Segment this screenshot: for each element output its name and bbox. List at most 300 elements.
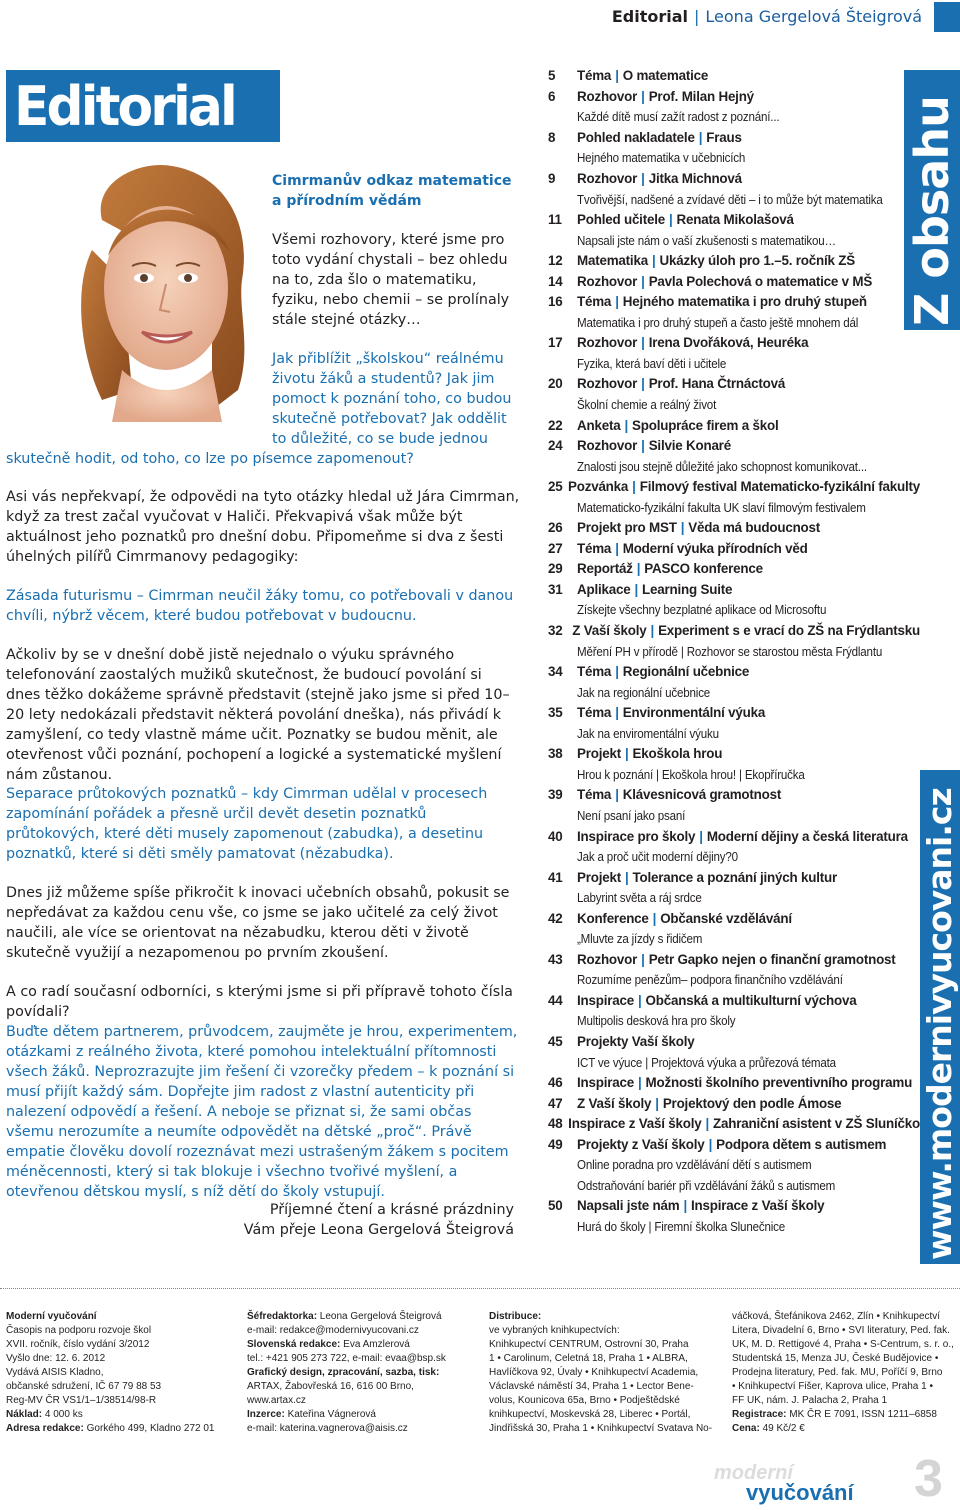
toc-section: Rozhovor [577, 273, 638, 289]
toc-label [577, 829, 908, 845]
footer-line [489, 1324, 717, 1338]
footer-line [6, 1366, 236, 1380]
toc-separator: | [641, 438, 645, 454]
toc-label [577, 746, 722, 762]
editorial-banner [6, 70, 280, 142]
footer-line-label: Registrace: [732, 1409, 787, 1420]
toc-label [577, 1075, 912, 1091]
toc-section: Inspirace [577, 1075, 634, 1091]
toc-subtitle-text: ICT ve výuce | Projektová výuka a průřezová témata [577, 1055, 836, 1070]
toc-page-number: 46 [548, 1075, 563, 1091]
header-author: Leona Gergelová Šteigrová [705, 7, 922, 26]
toc-separator: | [641, 335, 645, 351]
footer-line-text: občanské sdružení, IČ 67 79 88 53 [6, 1381, 162, 1392]
footer-line [732, 1394, 960, 1408]
toc-separator: | [625, 746, 629, 762]
footer-line-text: Litera, Divadelní 6, Brno • SVI literatury, Ped. fak. [732, 1325, 950, 1336]
toc-label [577, 130, 742, 146]
footer-line [732, 1310, 960, 1324]
toc-label [577, 1198, 824, 1214]
toc-subtitle-text: Fyzika, která baví děti i učitele [577, 356, 727, 371]
header-section: Editorial [611, 7, 689, 26]
brand-logo-bottom: vyučování [746, 1480, 854, 1505]
brand-logo [712, 1462, 872, 1508]
brand-logo-top: moderní [714, 1462, 793, 1484]
toc-separator: | [615, 787, 619, 803]
toc-separator: | [655, 1095, 659, 1111]
toc-page-number: 45 [548, 1033, 563, 1049]
toc-section: Anketa [577, 417, 621, 433]
toc-label [568, 1116, 920, 1132]
toc-label [577, 787, 781, 803]
footer-line-text: UK, M. D. Rettigové 4, Praha • S-Centrum, s. r. o., [732, 1339, 954, 1350]
toc-item[interactable] [548, 436, 920, 457]
toc-section: Téma [577, 705, 612, 721]
toc-separator: | [641, 171, 645, 186]
toc-title: O matematice [622, 68, 709, 84]
toc-page-number: 14 [548, 273, 563, 289]
footer-column-distribution-cont [732, 1310, 960, 1436]
toc-page-number: 44 [548, 992, 563, 1008]
toc-title: Spolupráce firem a škol [632, 417, 779, 433]
toc-title: Filmový festival Matematicko-fyzikální fakulty [639, 479, 920, 495]
footer-line [732, 1352, 960, 1366]
toc-item[interactable] [548, 1114, 920, 1135]
toc-title: Experiment s e vrací do ZŠ na Frýdlantsku [658, 623, 920, 639]
toc-item[interactable] [548, 744, 920, 765]
toc-label [572, 623, 920, 639]
footer-line [732, 1366, 960, 1380]
toc-item[interactable] [548, 580, 920, 601]
toc-item[interactable] [548, 950, 920, 971]
footer-line-text: Reg-MV ČR VS1/1–1/38514/98-R [6, 1395, 157, 1406]
toc-section: Téma [577, 787, 612, 803]
toc-title: Tolerance a poznání jiných kultur [632, 869, 838, 885]
footer-line-text: Studentská 15, Menza JU, České Budějovice • [732, 1353, 939, 1364]
editorial-questions: Jak přiblížit „školskou“ reálnému životu žáků a studentů? Jak jim pomoct k poznání toho, co budou skutečně potřebovat? Jak oddělit to důležité, co se bude jednou [272, 351, 512, 447]
toc-title: Podpora dětem s autismem [716, 1136, 887, 1152]
toc-separator: | [680, 520, 685, 536]
toc-separator: | [698, 129, 703, 145]
editorial-intro: Všemi rozhovory, které jsme pro toto vydání chystali – bez ohledu na to, zda šlo o matematiku, fyziku, nebo chemii – se prolínaly stále stejné otázky… [272, 232, 510, 328]
toc-subtitle [548, 929, 920, 950]
editorial-subtitle: Cimrmanův odkaz matematice a přírodním vědám [272, 173, 512, 209]
toc-separator: | [638, 1075, 642, 1091]
toc-subtitle-text: Tvořivější, nadšené a zvídavé děti – i to může být matematika [577, 192, 883, 207]
footer-line [489, 1338, 717, 1352]
footer-line-label: Náklad: [6, 1409, 43, 1420]
footer-line [489, 1408, 717, 1422]
toc-separator: | [625, 869, 629, 885]
toc-page-number: 39 [548, 787, 563, 803]
toc-title: Silvie Konaré [648, 438, 731, 454]
toc-label [577, 993, 856, 1009]
toc-section: Projekt pro MST [577, 520, 677, 536]
toc-section: Rozhovor [577, 335, 638, 351]
toc-title: Zahraniční asistent v ZŠ Sluníčko [713, 1116, 920, 1132]
footer-line [732, 1338, 960, 1352]
toc-item[interactable] [548, 251, 920, 272]
footer-line [489, 1394, 717, 1408]
toc-separator: | [624, 417, 628, 433]
toc-item[interactable] [548, 1196, 920, 1217]
footer-line-text: Vyšlo dne: 12. 6. 2012 [6, 1353, 106, 1364]
toc-title: Environmentální výuka [622, 705, 766, 721]
toc-label [577, 1034, 695, 1050]
toc-page-number: 25 [548, 479, 563, 495]
header-color-block [934, 2, 960, 32]
footer-line [6, 1394, 236, 1408]
footer-line [247, 1408, 477, 1422]
signature-line-2: Vám přeje Leona Gergelová Šteigrová [243, 1222, 514, 1238]
contents-label [904, 70, 960, 330]
toc-item[interactable] [548, 867, 920, 888]
footer-line-text: ve vybraných knihkupectvích: [489, 1325, 620, 1336]
website-label[interactable] [920, 770, 960, 1264]
toc-section: Inspirace pro školy [577, 828, 696, 844]
toc-separator: | [615, 294, 619, 310]
footer-column-distribution [489, 1310, 717, 1436]
footer-line [732, 1380, 960, 1394]
footer-line [6, 1352, 236, 1366]
toc-title: Inspirace z Vaší školy [691, 1198, 825, 1214]
signature-line-1: Příjemné čtení a krásné prázdniny [269, 1202, 514, 1218]
footer-column-publisher [6, 1310, 236, 1436]
toc-section: Aplikace [577, 581, 631, 597]
footer-line-text: Knihkupectví CENTRUM, Ostrovní 30, Praha [489, 1339, 689, 1350]
footer-line-text: ARTAX, Žabovřeská 16, 616 00 Brno, [247, 1381, 414, 1392]
toc-subtitle-text: Hejného matematika v učebnicích [577, 151, 746, 166]
toc-item[interactable] [548, 518, 920, 539]
toc-title: Občanská a multikulturní výchova [645, 992, 857, 1008]
toc-section: Pohled nakladatele [577, 129, 695, 145]
toc-subtitle [548, 1155, 920, 1176]
footer-line-label: Slovenská redakce: [247, 1339, 341, 1350]
toc-item[interactable] [548, 621, 920, 642]
toc-subtitle [548, 847, 920, 868]
contents-label-text: Z obsahu [905, 96, 959, 326]
toc-item[interactable] [548, 785, 920, 806]
toc-subtitle-text: Není psaní jako psaní [577, 808, 686, 823]
editorial-paragraph-6 [6, 982, 520, 1202]
toc-title: Jitka Michnová [648, 171, 742, 186]
toc-subtitle [548, 497, 920, 518]
toc-label [577, 541, 808, 557]
footer-line [247, 1352, 477, 1366]
toc-page-number: 6 [548, 88, 556, 104]
toc-item[interactable] [548, 66, 920, 87]
toc-page-number: 20 [548, 376, 563, 392]
toc-page-number: 26 [548, 520, 563, 536]
footer-line [247, 1310, 477, 1324]
footer-line-text: Gorkého 499, Kladno 272 01 [83, 1423, 215, 1434]
footer-line-text: Kateřina Vágnerová [284, 1409, 376, 1420]
toc-subtitle-text: Každé dítě musí zažít radost z poznání... [577, 110, 780, 125]
toc-title: Ekoškola hrou [632, 746, 723, 762]
toc-separator: | [615, 540, 619, 556]
toc-subtitle-text: Školní chemie a reálný život [577, 398, 717, 413]
footer-line-text: Jindřišská 30, Praha 1 • Knihkupectví Svatava No- [489, 1423, 713, 1434]
editorial-advice: Buďte dětem partnerem, průvodcem, zaujměte je hrou, experimentem, otázkami z reálného života, které pomohou intelektuální přítomnosti všech žáků. Neprozrazujte jim řešení či vzorečky předem – k poznání si musí přijít každý sám. Dopřejte jim radost z vlastní autenticity při nalezení odpovědí a řešení. A neboje se přiznat si, že sami občas všemu nerozumíte a neumíte odpovědět na dětské „proč“. Právě empatie člověku dovolí rozeznávat mezi ustrašeným žákem s pocitem méněcennosti, který si tak blokuje i všechno tvořivé myšlení, a otevřenou dětskou myslí, s níž dětí do školy vstupují. [6, 1024, 518, 1200]
footer-line-text: FF UK, nám. J. Palacha 2, Praha 1 [732, 1395, 888, 1406]
toc-label [577, 870, 837, 886]
toc-page-number: 34 [548, 664, 563, 680]
footer-line-text: Havlíčkova 92, Úvaly • Knihkupectví Academia, [489, 1367, 699, 1378]
toc-item[interactable] [548, 703, 920, 724]
editorial-questions-end: skutečně hodit, od toho, co lze po písemce zapomenout? [6, 451, 414, 467]
toc-title: Regionální učebnice [622, 664, 750, 680]
toc-subtitle [548, 970, 920, 991]
toc-item[interactable] [548, 128, 920, 149]
toc-subtitle-text: Jak na regionální učebnice [577, 685, 711, 700]
toc-section: Téma [577, 68, 612, 84]
footer-line-text: váčková, Štefánikova 2462, Zlín • Knihkupectví [732, 1311, 941, 1322]
toc-item[interactable] [548, 210, 920, 231]
toc-subtitle-text: Labyrint světa a ráj srdce [577, 891, 702, 906]
footer-line-text: e-mail: redakce@modernivyucovani.cz [247, 1325, 419, 1336]
toc-section: Inspirace [577, 992, 634, 1008]
running-header [612, 6, 922, 28]
toc-page-number: 38 [548, 746, 563, 762]
editorial-signature [230, 1200, 514, 1240]
toc-separator: | [650, 623, 655, 639]
toc-item[interactable] [548, 991, 920, 1012]
toc-label [577, 582, 732, 598]
toc-title: Petr Gapko nejen o finanční gramotnost [648, 951, 896, 967]
toc-item[interactable] [548, 1093, 920, 1114]
toc-page-number: 41 [548, 869, 563, 885]
footer-line [6, 1310, 236, 1324]
toc-page-number: 27 [548, 540, 563, 556]
toc-label [577, 68, 708, 84]
toc-label [577, 89, 754, 105]
editorial-paragraph-3: Ačkoliv by se v dnešní době jistě nejednalo o výuku správného telefonování zaostalých mužiků skutečnost, že budoucí povolání si dnes těžko dokážeme správně představit (stejně jako jsme si před 10–20 lety nedokázali představit některá povolání dneška), nás přivádí k zamyšlení, co tedy vlastně máme učit. Poznatky se budou měnit, ale otevřenost vůči poznání, pochopení a logické a systematické myšlení nám zůstanou. [6, 647, 510, 783]
toc-title: Ukázky úloh pro 1.–5. ročník ZŠ [659, 253, 855, 269]
toc-title: PASCO konference [644, 561, 763, 577]
toc-page-number: 35 [548, 705, 563, 721]
toc-item[interactable] [548, 908, 920, 929]
toc-item[interactable] [548, 826, 920, 847]
toc-subtitle-text: Matematicko-fyzikální fakulta UK slaví filmovým festivalem [577, 500, 866, 515]
toc-subtitle-text: Matematika i pro druhý stupeň a často ještě mnohem dál [577, 315, 859, 330]
toc-subtitle [548, 806, 920, 827]
toc-page-number: 47 [548, 1095, 563, 1111]
toc-title: Moderní výuka přírodních věd [622, 540, 808, 556]
footer-line-text: tel.: +421 905 273 722, e-mail: evaa@bsp.sk [247, 1353, 446, 1364]
toc-item[interactable] [548, 292, 920, 313]
footer-line-text: Václavské náměstí 34, Praha 1 • Lector Bene- [489, 1381, 694, 1392]
toc-section: Rozhovor [577, 951, 638, 967]
toc-separator: | [615, 68, 619, 84]
toc-page-number: 43 [548, 951, 563, 967]
footer-line [247, 1394, 477, 1408]
footer-line-text: e-mail: katerina.vagnerova@aisis.cz [247, 1423, 408, 1434]
toc-separator: | [651, 253, 656, 269]
toc-label [577, 294, 867, 310]
footer-line-label: Cena: [732, 1423, 760, 1434]
toc-label [577, 418, 778, 434]
toc-label [577, 561, 763, 577]
toc-section: Projekt [577, 869, 621, 885]
toc-label [577, 705, 765, 721]
toc-page-number: 40 [548, 828, 563, 844]
footer-line [489, 1380, 717, 1394]
toc-item[interactable] [548, 271, 920, 292]
toc-subtitle [548, 724, 920, 745]
footer-line-text: Prodejna literatury, Ped. fak. MU, Poříčí 9, Brno [732, 1367, 943, 1378]
toc-section: Z Vaší školy [577, 1095, 652, 1111]
toc-subtitle-text: Hurá do školy | Firemní školka Slunečnice [577, 1219, 785, 1234]
toc-page-number: 42 [548, 910, 563, 926]
toc-title: Pavla Polechová o matematice v MŠ [648, 273, 873, 289]
toc-title: Learning Suite [642, 581, 733, 597]
toc-title: Prof. Hana Čtrnáctová [648, 376, 786, 392]
toc-label [577, 335, 808, 351]
toc-subtitle-text: Rozumíme penězům– podpora finančního vzdělávání [577, 973, 843, 988]
toc-section: Konference [577, 910, 649, 926]
toc-section: Rozhovor [577, 438, 638, 454]
footer-line [247, 1380, 477, 1394]
toc-section: Napsali jste nám [577, 1198, 680, 1214]
toc-separator: | [652, 910, 657, 926]
toc-page-number: 49 [548, 1136, 563, 1152]
footer-line-text: MK ČR E 7091, ISSN 1211–6858 [786, 1409, 937, 1420]
footer-line-text: XVII. ročník, číslo vydání 3/2012 [6, 1339, 150, 1350]
toc-section: Pohled učitele [577, 212, 665, 228]
toc-separator: | [668, 212, 673, 228]
toc-subtitle [548, 456, 920, 477]
editorial-paragraph-1: Asi vás nepřekvapí, že odpovědi na tyto otázky hledal už Jára Cimrman, když za trest začal vyučovat v Haliči. Překvapivá však může být aktuálnost jeho poznatků pro dnešní dobu. Připomeňme si dva z šesti úhelných pilířů Cimrmanovy pedagogiky: [6, 489, 520, 565]
toc-item[interactable] [548, 374, 920, 395]
toc-separator: | [615, 664, 619, 680]
toc-item[interactable] [548, 333, 920, 354]
toc-separator: | [699, 828, 703, 844]
toc-title: Renata Mikolašová [676, 212, 794, 228]
toc-separator: | [705, 1116, 710, 1132]
toc-title: Prof. Milan Hejný [648, 88, 754, 104]
toc-title: Projektový den podle Ámose [662, 1095, 842, 1111]
toc-page-number: 9 [548, 171, 556, 186]
website-label-text[interactable]: www.modernivyucovani.cz [920, 788, 959, 1260]
toc-item[interactable] [548, 1073, 920, 1094]
toc-label [568, 479, 920, 495]
footer-line-text: 1 • Carolinum, Celetná 18, Praha 1 • ALBRA, [489, 1353, 688, 1364]
toc-separator: | [641, 376, 645, 392]
toc-subtitle [548, 1052, 920, 1073]
toc-label [577, 253, 855, 269]
toc-title: Možnosti školního preventivního programu [645, 1075, 913, 1091]
toc-item[interactable] [548, 477, 920, 498]
toc-separator: | [634, 581, 639, 597]
toc-subtitle [548, 148, 920, 169]
footer-line [247, 1338, 477, 1352]
toc-subtitle [548, 888, 920, 909]
toc-item[interactable] [548, 1134, 920, 1155]
toc-section: Z Vaší školy [572, 623, 647, 639]
editorial-paragraph-5: Dnes již můžeme spíše přikročit k inovaci učebních obsahů, pokusit se nepředávat za každou cenu vše, co jsme se jako učitelé za celý život naučili, ale více se orientovat na nězabudku, kterou děti v životě skutečně využijí a nezapomenou po prvním zkoušení. [6, 885, 510, 961]
toc-page-number: 11 [548, 212, 562, 228]
toc-page-number: 48 [548, 1116, 563, 1132]
toc-subtitle-text: Měření PH v přírodě | Rozhovor se starostou města Frýdlantu [577, 644, 883, 659]
footer-line [6, 1422, 236, 1436]
toc-label [577, 911, 792, 927]
toc-subtitle [548, 107, 920, 128]
toc-item[interactable] [548, 169, 920, 190]
toc-title: Fraus [706, 129, 742, 145]
footer-line-text: knihkupectví, Moskevská 28, Liberec • Portál, [489, 1409, 691, 1420]
toc-subtitle [548, 1011, 920, 1032]
footer-line-label: Distribuce: [489, 1311, 542, 1322]
footer-line [489, 1366, 717, 1380]
toc-subtitle [548, 765, 920, 786]
toc-label [577, 438, 731, 454]
toc-page-number: 50 [548, 1198, 563, 1214]
toc-item[interactable] [548, 415, 920, 436]
toc-subtitle-text: Online poradna pro vzdělávání dětí s autismem [577, 1158, 812, 1173]
toc-subtitle [548, 641, 920, 662]
toc-title: Hejného matematika i pro druhý stupeň [622, 294, 867, 310]
footer-line [247, 1422, 477, 1436]
footer-line-text: 4 000 ks [42, 1409, 83, 1420]
footer-line [247, 1366, 477, 1380]
toc-label [577, 952, 896, 968]
toc-section: Rozhovor [577, 171, 638, 186]
footer-line-label: Šéfredaktorka: [247, 1311, 318, 1322]
toc-page-number: 17 [548, 335, 563, 351]
footer-line-label: Moderní vyučování [6, 1311, 97, 1322]
footer-line [489, 1422, 717, 1436]
toc-section: Inspirace z Vaší školy [568, 1116, 702, 1132]
toc-page-number: 22 [548, 417, 563, 433]
toc-label [577, 664, 749, 680]
toc-section: Projekty Vaší školy [577, 1033, 695, 1049]
toc-item[interactable] [548, 87, 920, 108]
toc-separator: | [683, 1198, 688, 1214]
footer-line [489, 1310, 717, 1324]
toc-page-number: 31 [548, 581, 563, 597]
toc-subtitle [548, 1176, 920, 1197]
footer-line [489, 1352, 717, 1366]
toc-label [577, 1137, 886, 1153]
toc-subtitle-text: Získejte všechny bezplatné aplikace od Microsoftu [577, 603, 827, 618]
toc-section: Projekt [577, 746, 621, 762]
toc-item[interactable] [548, 559, 920, 580]
footer-line-label: Adresa redakce: [6, 1423, 84, 1434]
toc-subtitle-text: Jak na enviromentální výuku [577, 726, 719, 741]
footer-line-text: Časopis na podporu rozvoje škol [6, 1325, 152, 1336]
toc-section: Rozhovor [577, 376, 638, 392]
footer-line [732, 1324, 960, 1338]
toc-page-number: 29 [548, 561, 563, 577]
footer-line-text: Vydává AISIS Kladno, [6, 1367, 104, 1378]
footer-line [732, 1422, 960, 1436]
toc-item[interactable] [548, 1032, 920, 1053]
toc-subtitle [548, 1217, 920, 1238]
toc-item[interactable] [548, 539, 920, 560]
toc-section: Reportáž [577, 561, 633, 577]
toc-separator: | [636, 561, 641, 577]
header-divider: | [694, 7, 700, 26]
footer-line-text: www.artax.cz [247, 1395, 306, 1406]
footer-line [6, 1380, 236, 1394]
footer-line [6, 1338, 236, 1352]
toc-page-number: 5 [548, 68, 556, 84]
toc-subtitle-text: Odstraňování bariér při vzdělávání žáků s autismem [577, 1178, 836, 1193]
toc-separator: | [632, 479, 636, 495]
footer-column-editors [247, 1310, 477, 1436]
toc-item[interactable] [548, 662, 920, 683]
toc-page-number: 16 [548, 294, 563, 310]
